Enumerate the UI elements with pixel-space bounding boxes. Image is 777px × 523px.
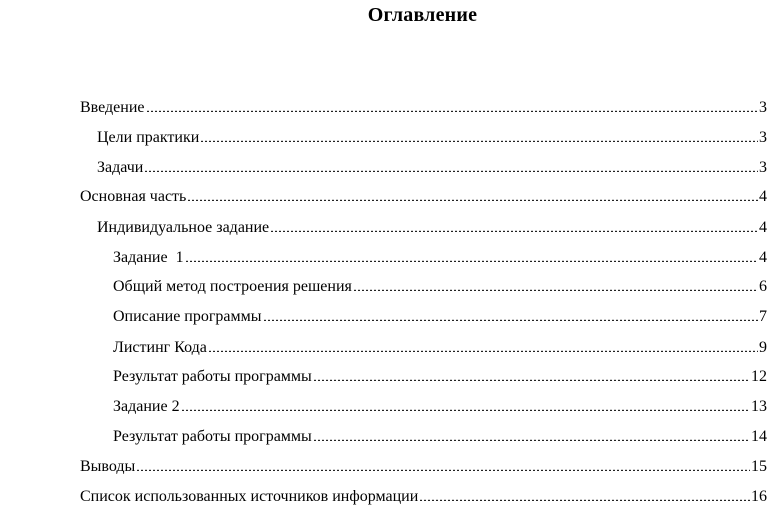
toc-entry[interactable] <box>80 456 767 478</box>
toc-entry[interactable] <box>113 366 767 388</box>
toc-entry[interactable] <box>97 127 767 149</box>
toc-entry-page: 6 <box>759 278 767 295</box>
dot-leader <box>353 277 758 291</box>
toc-entry-page: 13 <box>751 398 767 415</box>
dot-leader <box>144 158 758 172</box>
dot-leader <box>263 307 758 321</box>
toc-entry-label: Цели практики <box>97 129 200 146</box>
toc-entry-page: 3 <box>759 159 767 176</box>
toc-entry[interactable] <box>80 186 767 208</box>
toc-entry[interactable] <box>80 486 767 508</box>
page-title: Оглавление <box>367 4 478 26</box>
toc-entry[interactable] <box>97 217 767 239</box>
toc-entry[interactable] <box>113 247 767 269</box>
toc-entry-page: 4 <box>759 249 767 266</box>
toc-entry-label: Результат работы программы <box>113 368 312 385</box>
toc-entry-page: 15 <box>751 458 767 475</box>
toc-entry-page: 3 <box>759 99 767 116</box>
toc-entry-page: 7 <box>759 308 767 325</box>
toc-entry-page: 16 <box>751 488 767 505</box>
dot-leader <box>270 218 758 232</box>
toc-entry[interactable] <box>113 426 767 448</box>
toc-entry[interactable] <box>113 396 767 418</box>
dot-leader <box>187 187 758 201</box>
toc-entry[interactable] <box>113 337 767 359</box>
dot-leader <box>313 367 750 381</box>
toc-entry[interactable] <box>113 306 767 328</box>
dot-leader <box>146 98 759 112</box>
dot-leader <box>419 487 750 501</box>
toc-entry-page: 14 <box>751 428 767 445</box>
toc-entry-label: Задание 2 <box>113 398 180 415</box>
toc-entry-label: Список использованных источников информации <box>80 488 419 505</box>
toc-entry-label: Введение <box>80 99 145 116</box>
toc-entry-label: Результат работы программы <box>113 428 312 445</box>
dot-leader <box>181 397 750 411</box>
toc-entry[interactable] <box>113 276 767 298</box>
toc-entry-label: Индивидуальное задание <box>97 219 270 236</box>
toc-entry-page: 4 <box>759 219 767 236</box>
toc-entry-label: Выводы <box>80 458 136 475</box>
toc-entry[interactable] <box>97 157 767 179</box>
dot-leader <box>313 427 750 441</box>
dot-leader <box>208 338 758 352</box>
toc-entry-label: Задачи <box>97 159 144 176</box>
toc-entry-label: Основная часть <box>80 188 187 205</box>
toc-entry-label: Описание программы <box>113 308 262 325</box>
dot-leader <box>185 248 758 262</box>
toc-entry-label: Задание 1 <box>113 249 184 266</box>
toc-entry-page: 4 <box>759 188 767 205</box>
toc-entry-page: 3 <box>759 129 767 146</box>
toc-entry-label: Листинг Кода <box>113 339 207 356</box>
toc-entry-label: Общий метод построения решения <box>113 278 352 295</box>
dot-leader <box>136 457 750 471</box>
toc-entry-page: 12 <box>751 368 767 385</box>
dot-leader <box>200 128 758 142</box>
toc-entry-page: 9 <box>759 339 767 356</box>
toc-entry[interactable] <box>80 97 767 119</box>
